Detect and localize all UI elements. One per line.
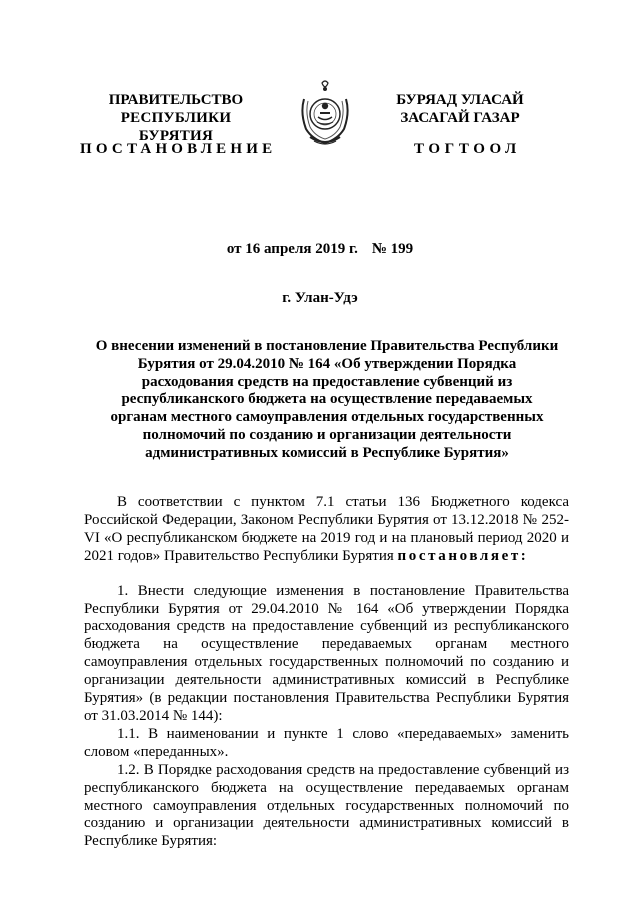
header-right-line1: БУРЯАД УЛАСАЙ (396, 92, 524, 108)
preamble-text: В соответствии с пунктом 7.1 статьи 136 Бюджетного кодекса Российской Федерации, Законом Республики Бурятия от 13.12.2018 № 252-VI «О республиканском бюджете на 2019 год и на плановый период 2020 и 2021 годов» Правительство Республики Бурятия (84, 494, 569, 564)
header-left-line1: ПРАВИТЕЛЬСТВО (108, 92, 244, 108)
city: г. Улан-Удэ (282, 290, 358, 306)
document-body (84, 494, 569, 851)
resolves-keyword: постановляет: (397, 547, 529, 564)
header-left-line2: РЕСПУБЛИКИ БУРЯТИЯ (120, 110, 232, 144)
coat-of-arms-icon (298, 79, 352, 149)
document-date: от 16 апреля 2019 г. (226, 241, 358, 257)
item-1-1: 1.1. В наименовании и пункте 1 слово «передаваемых» заменить словом «переданных». (84, 725, 569, 760)
document-number: № 199 (371, 241, 414, 257)
date-line (0, 241, 640, 258)
item-1: 1. Внести следующие изменения в постановление Правительства Республики Бурятия от 29.04.2010 № 164 «Об утверждении Порядка расходования средств на предоставление субвенций из республиканского бюджета на осуществление передаваемых органам местного самоуправления отдельных государственных полномочий по созданию и организации деятельности административных комиссий в Республике Бурятия» (в редакции постановления Правительства Республики Бурятия от 31.03.2014 № 144): (84, 582, 569, 724)
header-right (386, 91, 534, 127)
preamble-paragraph (84, 494, 569, 566)
doctype-right: ТОГТООЛ (414, 141, 521, 157)
document-title: О внесении изменений в постановление Правительства Республики Бурятия от 29.04.2010 № 164 «Об утверждении Порядка расходования средств на предоставление субвенций из республиканского бюджета на осуществление передаваемых органам местного самоуправления отдельных государственных полномочий по созданию и организации деятельности административных комиссий в Республике Бурятия» (95, 338, 559, 461)
header-left (88, 91, 264, 145)
item-1-2: 1.2. В Порядке расходования средств на предоставление субвенций из республиканского бюджета на осуществление передаваемых органам местного самоуправления отдельных государственных полномочий по созданию и организации деятельности административных комиссий в Республике Бурятия: (84, 761, 569, 850)
doctype-left: ПОСТАНОВЛЕНИЕ (80, 141, 277, 157)
header-right-line2: ЗАСАГАЙ ГАЗАР (400, 110, 520, 126)
